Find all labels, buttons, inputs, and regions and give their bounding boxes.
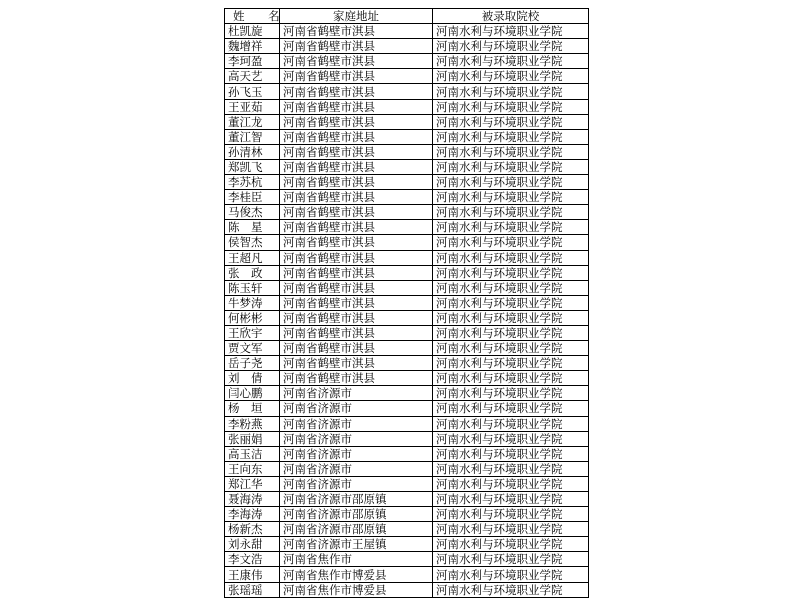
cell-admitted-school: 河南水利与环境职业学院 — [433, 99, 589, 114]
cell-admitted-school: 河南水利与环境职业学院 — [433, 582, 589, 597]
cell-admitted-school: 河南水利与环境职业学院 — [433, 341, 589, 356]
cell-home-address: 河南省鹤壁市淇县 — [280, 54, 433, 69]
cell-home-address: 河南省鹤壁市淇县 — [280, 265, 433, 280]
cell-name: 杨新杰 — [225, 522, 280, 537]
table-row — [225, 39, 589, 54]
cell-admitted-school: 河南水利与环境职业学院 — [433, 507, 589, 522]
table-row — [225, 175, 589, 190]
cell-admitted-school: 河南水利与环境职业学院 — [433, 250, 589, 265]
table-row — [225, 69, 589, 84]
cell-name: 李粉燕 — [225, 416, 280, 431]
cell-name: 李珂盈 — [225, 54, 280, 69]
cell-name: 聂海涛 — [225, 492, 280, 507]
cell-name: 张瑶瑶 — [225, 582, 280, 597]
cell-home-address: 河南省济源市王屋镇 — [280, 537, 433, 552]
cell-admitted-school: 河南水利与环境职业学院 — [433, 159, 589, 174]
cell-name: 刘永甜 — [225, 537, 280, 552]
table-header-row — [225, 9, 589, 24]
cell-admitted-school: 河南水利与环境职业学院 — [433, 129, 589, 144]
header-name: 姓 名 — [225, 9, 280, 24]
cell-home-address: 河南省鹤壁市淇县 — [280, 39, 433, 54]
cell-name: 牛梦涛 — [225, 295, 280, 310]
cell-admitted-school: 河南水利与环境职业学院 — [433, 175, 589, 190]
cell-home-address: 河南省济源市邵原镇 — [280, 522, 433, 537]
cell-admitted-school: 河南水利与环境职业学院 — [433, 69, 589, 84]
cell-admitted-school: 河南水利与环境职业学院 — [433, 567, 589, 582]
cell-home-address: 河南省鹤壁市淇县 — [280, 144, 433, 159]
cell-name: 陈玉轩 — [225, 280, 280, 295]
cell-admitted-school: 河南水利与环境职业学院 — [433, 265, 589, 280]
cell-home-address: 河南省鹤壁市淇县 — [280, 205, 433, 220]
cell-admitted-school: 河南水利与环境职业学院 — [433, 54, 589, 69]
table-row — [225, 386, 589, 401]
cell-home-address: 河南省鹤壁市淇县 — [280, 295, 433, 310]
cell-home-address: 河南省鹤壁市淇县 — [280, 356, 433, 371]
cell-home-address: 河南省鹤壁市淇县 — [280, 310, 433, 325]
cell-home-address: 河南省济源市邵原镇 — [280, 492, 433, 507]
cell-admitted-school: 河南水利与环境职业学院 — [433, 325, 589, 340]
table-row — [225, 371, 589, 386]
cell-admitted-school: 河南水利与环境职业学院 — [433, 416, 589, 431]
cell-name: 王超凡 — [225, 250, 280, 265]
cell-name: 李桂臣 — [225, 190, 280, 205]
cell-name: 张丽娟 — [225, 431, 280, 446]
cell-name: 董江龙 — [225, 114, 280, 129]
cell-home-address: 河南省济源市 — [280, 446, 433, 461]
cell-admitted-school: 河南水利与环境职业学院 — [433, 492, 589, 507]
cell-home-address: 河南省鹤壁市淇县 — [280, 99, 433, 114]
cell-home-address: 河南省鹤壁市淇县 — [280, 280, 433, 295]
cell-home-address: 河南省鹤壁市淇县 — [280, 341, 433, 356]
table-row — [225, 356, 589, 371]
cell-home-address: 河南省鹤壁市淇县 — [280, 325, 433, 340]
table-row — [225, 461, 589, 476]
table-row — [225, 84, 589, 99]
table-row — [225, 159, 589, 174]
cell-name: 岳子尧 — [225, 356, 280, 371]
cell-name: 杨 垣 — [225, 401, 280, 416]
admission-table — [224, 8, 589, 598]
cell-admitted-school: 河南水利与环境职业学院 — [433, 431, 589, 446]
cell-admitted-school: 河南水利与环境职业学院 — [433, 476, 589, 491]
cell-home-address: 河南省鹤壁市淇县 — [280, 114, 433, 129]
table-row — [225, 401, 589, 416]
header-home-address: 家庭地址 — [280, 9, 433, 24]
cell-name: 郑凯飞 — [225, 159, 280, 174]
cell-home-address: 河南省鹤壁市淇县 — [280, 24, 433, 39]
cell-admitted-school: 河南水利与环境职业学院 — [433, 552, 589, 567]
cell-home-address: 河南省鹤壁市淇县 — [280, 69, 433, 84]
cell-admitted-school: 河南水利与环境职业学院 — [433, 537, 589, 552]
table-row — [225, 507, 589, 522]
cell-name: 王亚茹 — [225, 99, 280, 114]
cell-admitted-school: 河南水利与环境职业学院 — [433, 235, 589, 250]
cell-name: 闫心鹏 — [225, 386, 280, 401]
cell-home-address: 河南省济源市 — [280, 476, 433, 491]
cell-admitted-school: 河南水利与环境职业学院 — [433, 39, 589, 54]
cell-name: 陈 星 — [225, 220, 280, 235]
cell-home-address: 河南省济源市邵原镇 — [280, 507, 433, 522]
cell-admitted-school: 河南水利与环境职业学院 — [433, 205, 589, 220]
cell-name: 王康伟 — [225, 567, 280, 582]
header-admitted-school: 被录取院校 — [433, 9, 589, 24]
cell-admitted-school: 河南水利与环境职业学院 — [433, 461, 589, 476]
cell-admitted-school: 河南水利与环境职业学院 — [433, 310, 589, 325]
table-row — [225, 280, 589, 295]
table-row — [225, 144, 589, 159]
cell-home-address: 河南省鹤壁市淇县 — [280, 371, 433, 386]
cell-name: 贾文军 — [225, 341, 280, 356]
cell-home-address: 河南省焦作市 — [280, 552, 433, 567]
table-row — [225, 325, 589, 340]
cell-name: 高天艺 — [225, 69, 280, 84]
table-row — [225, 190, 589, 205]
cell-admitted-school: 河南水利与环境职业学院 — [433, 401, 589, 416]
table-row — [225, 431, 589, 446]
cell-home-address: 河南省焦作市博爱县 — [280, 567, 433, 582]
cell-home-address: 河南省鹤壁市淇县 — [280, 175, 433, 190]
cell-home-address: 河南省济源市 — [280, 431, 433, 446]
cell-admitted-school: 河南水利与环境职业学院 — [433, 114, 589, 129]
cell-name: 高玉洁 — [225, 446, 280, 461]
cell-name: 李文浩 — [225, 552, 280, 567]
cell-name: 何彬彬 — [225, 310, 280, 325]
table-row — [225, 295, 589, 310]
cell-home-address: 河南省鹤壁市淇县 — [280, 250, 433, 265]
table-row — [225, 99, 589, 114]
cell-admitted-school: 河南水利与环境职业学院 — [433, 144, 589, 159]
cell-name: 魏增祥 — [225, 39, 280, 54]
table-row — [225, 24, 589, 39]
table-row — [225, 492, 589, 507]
cell-name: 张 政 — [225, 265, 280, 280]
cell-home-address: 河南省鹤壁市淇县 — [280, 129, 433, 144]
cell-home-address: 河南省济源市 — [280, 461, 433, 476]
cell-home-address: 河南省济源市 — [280, 416, 433, 431]
cell-name: 董江智 — [225, 129, 280, 144]
cell-admitted-school: 河南水利与环境职业学院 — [433, 386, 589, 401]
cell-admitted-school: 河南水利与环境职业学院 — [433, 295, 589, 310]
cell-name: 李苏杭 — [225, 175, 280, 190]
cell-admitted-school: 河南水利与环境职业学院 — [433, 446, 589, 461]
table-row — [225, 54, 589, 69]
table-row — [225, 416, 589, 431]
table-row — [225, 341, 589, 356]
cell-admitted-school: 河南水利与环境职业学院 — [433, 356, 589, 371]
cell-home-address: 河南省鹤壁市淇县 — [280, 84, 433, 99]
cell-name: 杜凯旋 — [225, 24, 280, 39]
cell-admitted-school: 河南水利与环境职业学院 — [433, 190, 589, 205]
table-row — [225, 476, 589, 491]
table-row — [225, 265, 589, 280]
cell-name: 侯智杰 — [225, 235, 280, 250]
table-row — [225, 582, 589, 597]
cell-name: 李海涛 — [225, 507, 280, 522]
table-row — [225, 250, 589, 265]
cell-name: 马俊杰 — [225, 205, 280, 220]
cell-name: 王欣宇 — [225, 325, 280, 340]
table-row — [225, 567, 589, 582]
table-row — [225, 235, 589, 250]
table-row — [225, 114, 589, 129]
cell-admitted-school: 河南水利与环境职业学院 — [433, 522, 589, 537]
table-row — [225, 220, 589, 235]
cell-home-address: 河南省鹤壁市淇县 — [280, 235, 433, 250]
cell-home-address: 河南省鹤壁市淇县 — [280, 220, 433, 235]
table-row — [225, 446, 589, 461]
cell-home-address: 河南省鹤壁市淇县 — [280, 190, 433, 205]
cell-admitted-school: 河南水利与环境职业学院 — [433, 84, 589, 99]
cell-name: 孙飞玉 — [225, 84, 280, 99]
table-row — [225, 310, 589, 325]
cell-name: 刘 倩 — [225, 371, 280, 386]
table-row — [225, 552, 589, 567]
cell-name: 孙清林 — [225, 144, 280, 159]
cell-home-address: 河南省焦作市博爱县 — [280, 582, 433, 597]
cell-admitted-school: 河南水利与环境职业学院 — [433, 220, 589, 235]
table-row — [225, 205, 589, 220]
cell-home-address: 河南省鹤壁市淇县 — [280, 159, 433, 174]
cell-name: 王向东 — [225, 461, 280, 476]
cell-home-address: 河南省济源市 — [280, 386, 433, 401]
cell-name: 郑江华 — [225, 476, 280, 491]
cell-home-address: 河南省济源市 — [280, 401, 433, 416]
cell-admitted-school: 河南水利与环境职业学院 — [433, 371, 589, 386]
table-row — [225, 129, 589, 144]
cell-admitted-school: 河南水利与环境职业学院 — [433, 24, 589, 39]
table-row — [225, 537, 589, 552]
cell-admitted-school: 河南水利与环境职业学院 — [433, 280, 589, 295]
table-row — [225, 522, 589, 537]
table-body — [225, 24, 589, 598]
